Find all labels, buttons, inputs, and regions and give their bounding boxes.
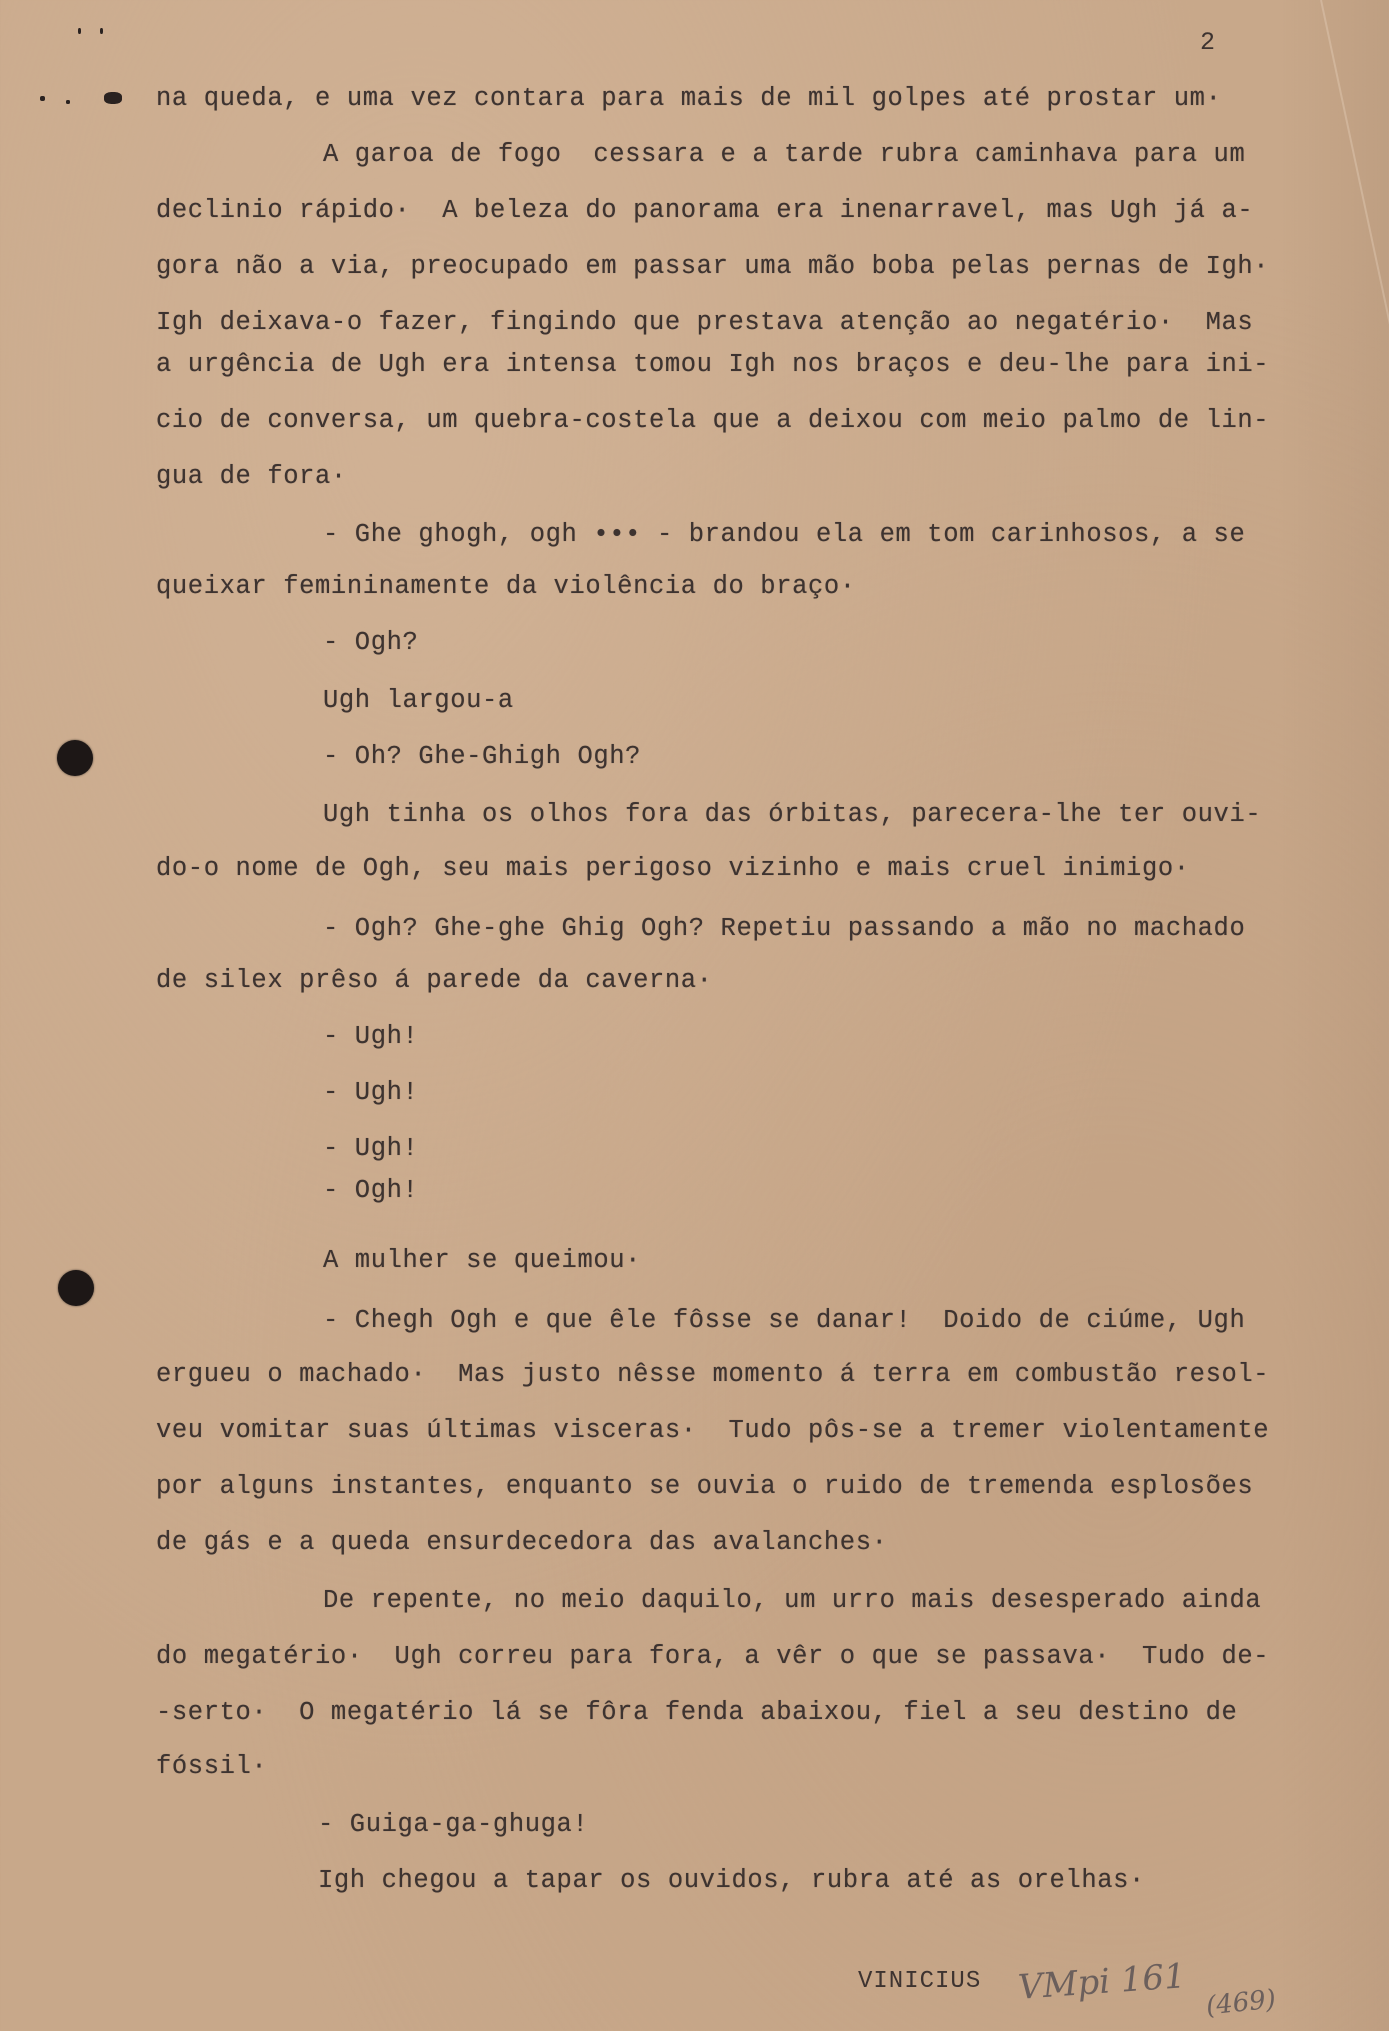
text-line: Ugh tinha os olhos fora das órbitas, parecera-lhe ter ouvi- [323, 800, 1262, 829]
text-line: de gás e a queda ensurdecedora das avalanches· [156, 1528, 888, 1557]
text-line: a urgência de Ugh era intensa tomou Igh nos braços e deu-lhe para ini- [156, 350, 1270, 379]
text-line: De repente, no meio daquilo, um urro mais desesperado ainda [323, 1586, 1262, 1615]
text-line: A garoa de fogo cessara e a tarde rubra caminhava para um [323, 140, 1246, 169]
archive-code: VMpi 161 [1016, 1956, 1187, 2008]
text-line: ergueu o machado· Mas justo nêsse momento á terra em combustão resol- [156, 1360, 1270, 1389]
text-line: na queda, e uma vez contara para mais de mil golpes até prostar um· [156, 84, 1222, 113]
ink-smudge [104, 92, 122, 104]
text-line: - Chegh Ogh e que êle fôsse se danar! Doido de ciúme, Ugh [323, 1306, 1246, 1335]
text-line: - Ugh! [323, 1022, 419, 1051]
ink-speck [40, 96, 45, 101]
text-line: - Ogh! [323, 1176, 419, 1205]
text-line: declinio rápido· A beleza do panorama era inenarravel, mas Ugh já a- [156, 196, 1254, 225]
text-line: do-o nome de Ogh, seu mais perigoso vizinho e mais cruel inimigo· [156, 854, 1190, 883]
ink-speck [78, 28, 81, 34]
text-line: - Ugh! [323, 1134, 419, 1163]
text-line: fóssil· [156, 1752, 268, 1781]
text-line: queixar femininamente da violência do braço· [156, 572, 856, 601]
text-line: Igh chegou a tapar os ouvidos, rubra até as orelhas· [318, 1866, 1145, 1895]
text-line: - Oh? Ghe-Ghigh Ogh? [323, 742, 642, 771]
text-line: veu vomitar suas últimas visceras· Tudo pôs-se a tremer violentamente [156, 1416, 1270, 1445]
text-line: A mulher se queimou· [323, 1246, 642, 1275]
text-line: - Ugh! [323, 1078, 419, 1107]
punch-hole-bottom [58, 1270, 94, 1306]
text-line: cio de conversa, um quebra-costela que a deixou com meio palmo de lin- [156, 406, 1270, 435]
text-line: -serto· O megatério lá se fôra fenda abaixou, fiel a seu destino de [156, 1698, 1238, 1727]
ink-speck [66, 100, 70, 104]
text-line: - Ogh? Ghe-ghe Ghig Ogh? Repetiu passando a mão no machado [323, 914, 1246, 943]
text-line: gua de fora· [156, 462, 347, 491]
text-line: gora não a via, preocupado em passar uma mão boba pelas pernas de Igh· [156, 252, 1270, 281]
text-line: por alguns instantes, enquanto se ouvia o ruido de tremenda esplosões [156, 1472, 1254, 1501]
text-line: - Ogh? [323, 628, 419, 657]
text-line: - Guiga-ga-ghuga! [318, 1810, 589, 1839]
text-line: - Ghe ghogh, ogh ••• - brandou ela em tom carinhosos, a se [323, 520, 1246, 549]
text-line: do megatério· Ugh correu para fora, a vêr o que se passava· Tudo de- [156, 1642, 1270, 1671]
author-signature: VINICIUS [858, 1968, 982, 1995]
text-line: Ugh largou-a [323, 686, 514, 715]
ink-speck [100, 28, 103, 34]
archive-number: (469) [1204, 1984, 1278, 2022]
punch-hole-top [57, 740, 93, 776]
text-line: de silex prêso á parede da caverna· [156, 966, 713, 995]
page-number: 2 [1200, 28, 1216, 57]
paper-crease [1320, 0, 1389, 685]
text-line: Igh deixava-o fazer, fingindo que prestava atenção ao negatério· Mas [156, 308, 1254, 337]
